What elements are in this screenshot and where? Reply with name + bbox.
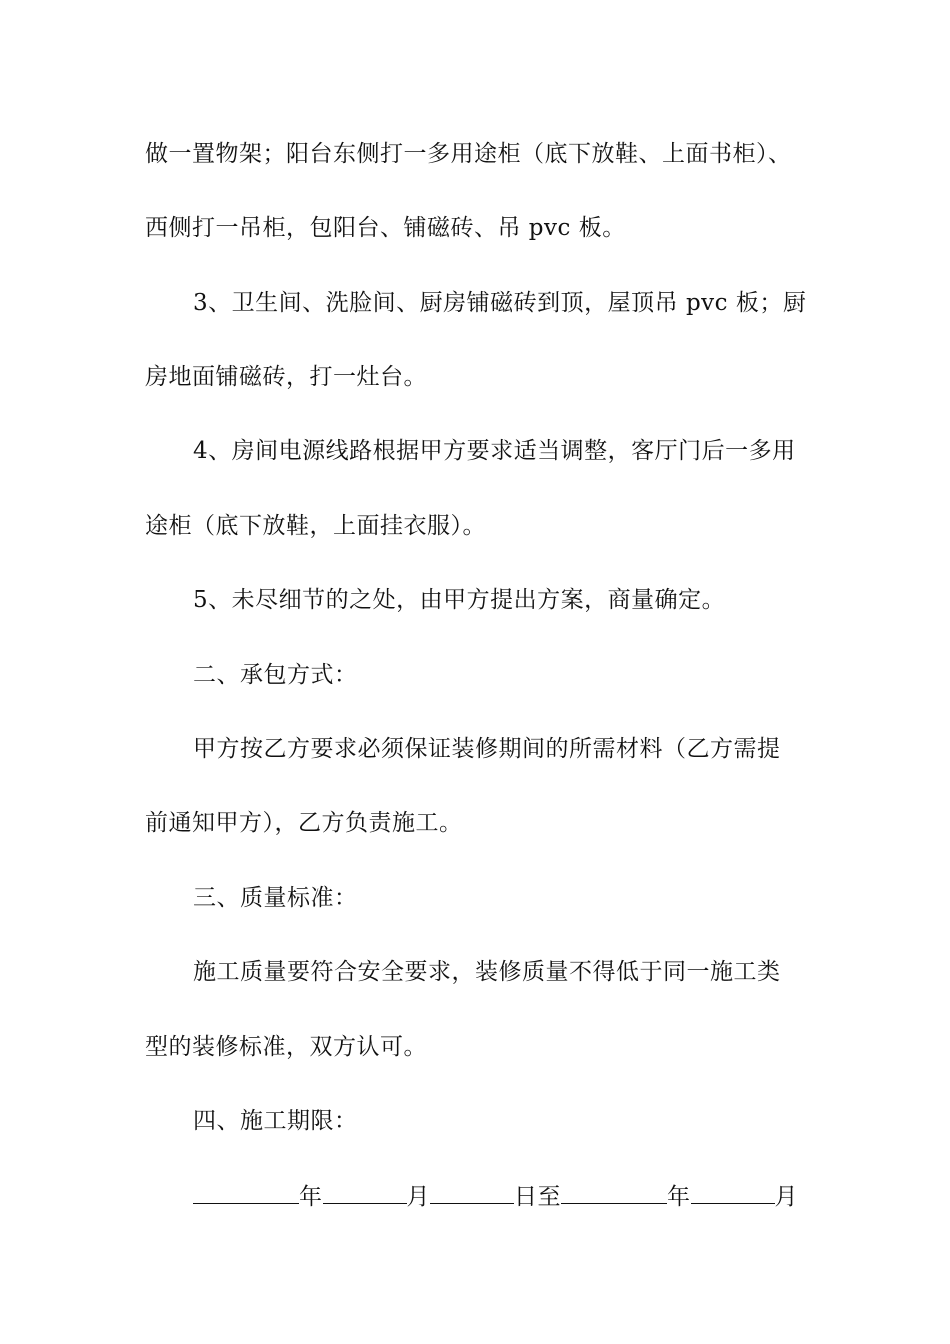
text-line: 途柜（底下放鞋，上面挂衣服）。 [145, 513, 486, 539]
text-line: 3、卫生间、洗脸间、厨房铺磁砖到顶，屋顶吊 pvc 板；厨 [193, 290, 807, 316]
text-line: 房地面铺磁砖，打一灶台。 [145, 364, 427, 390]
year-blank [193, 1181, 299, 1204]
month-blank [323, 1181, 407, 1204]
text-line: 西侧打一吊柜，包阳台、铺磁砖、吊 pvc 板。 [145, 215, 626, 241]
month-label-2: 月 [774, 1184, 798, 1210]
section-heading: 三、质量标准： [193, 885, 358, 911]
text-line: 5、未尽细节的之处，由甲方提出方案，商量确定。 [193, 587, 726, 613]
year-label: 年 [299, 1184, 323, 1210]
text-line: 做一置物架；阳台东侧打一多用途柜（底下放鞋、上面书柜）、 [145, 141, 792, 167]
year-blank-2 [561, 1181, 667, 1204]
year-label-2: 年 [667, 1184, 691, 1210]
section-heading: 二、承包方式： [193, 662, 358, 688]
text-line: 甲方按乙方要求必须保证装修期间的所需材料（乙方需提 [193, 736, 781, 762]
text-line: 型的装修标准，双方认可。 [145, 1034, 427, 1060]
text-line: 4、房间电源线路根据甲方要求适当调整，客厅门后一多用 [193, 438, 796, 464]
month-label: 月 [406, 1184, 430, 1210]
day-blank [430, 1181, 514, 1204]
text-line: 施工质量要符合安全要求，装修质量不得低于同一施工类 [193, 959, 781, 985]
text-line: 前通知甲方），乙方负责施工。 [145, 810, 463, 836]
month-blank-2 [691, 1181, 775, 1204]
date-range-line [193, 1181, 863, 1212]
section-heading: 四、施工期限： [193, 1108, 358, 1134]
day-to-label: 日至 [514, 1184, 561, 1210]
